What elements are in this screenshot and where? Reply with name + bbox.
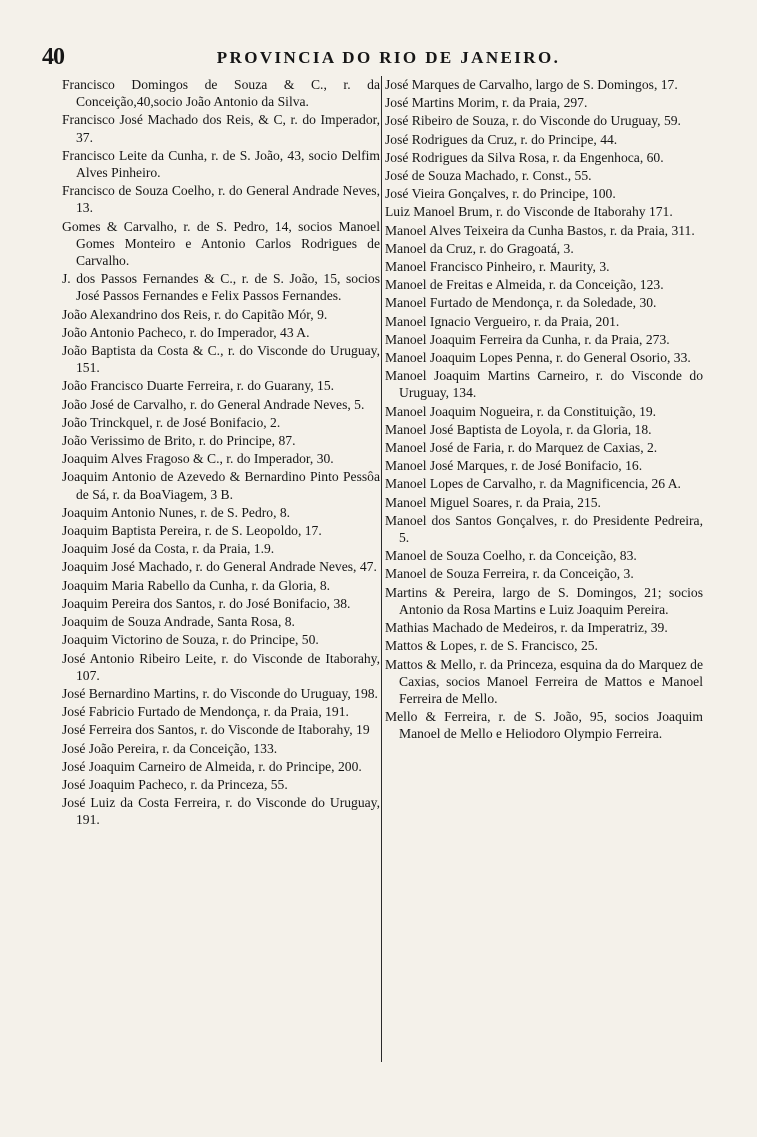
directory-entry: José Bernardino Martins, r. do Visconde do Uruguay, 198. [62, 685, 378, 701]
directory-entry: Joaquim Pereira dos Santos, r. do José Bonifacio, 38. [62, 595, 351, 611]
directory-entry: Manoel de Souza Coelho, r. da Conceição, 83. [385, 548, 637, 564]
directory-entry: J. dos Passos Fernandes & C., r. de S. João, 15, socios José Passos Fernandes e Felix Passos Fernandes. [62, 271, 380, 304]
directory-entry: Francisco Domingos de Souza & C., r. da Conceição,40,socio João Antonio da Silva. [62, 77, 380, 110]
directory-entry: Manoel Joaquim Ferreira da Cunha, r. da Praia, 273. [385, 331, 670, 347]
directory-entry: Joaquim Antonio Nunes, r. de S. Pedro, 8. [62, 504, 291, 520]
directory-entry: José Marques de Carvalho, largo de S. Domingos, 17. [385, 77, 678, 92]
directory-entry: Joaquim de Souza Andrade, Santa Rosa, 8. [62, 614, 295, 630]
directory-entry: José de Souza Machado, r. Const., 55. [385, 168, 592, 184]
directory-entry: Mathias Machado de Medeiros, r. da Imperatriz, 39. [385, 620, 668, 636]
directory-entry: Martins & Pereira, largo de S. Domingos, 21; socios Antonio da Rosa Martins e Luiz Joaquim Pereira. [385, 584, 703, 617]
directory-entry: João José de Carvalho, r. do General Andrade Neves, 5. [62, 396, 365, 412]
directory-entry: João Francisco Duarte Ferreira, r. do Guarany, 15. [62, 378, 335, 394]
directory-entry: João Antonio Pacheco, r. do Imperador, 43 A. [62, 324, 310, 340]
directory-entry: Manoel Joaquim Lopes Penna, r. do General Osorio, 33. [385, 350, 691, 366]
directory-entry: Manoel Furtado de Mendonça, r. da Soledade, 30. [385, 295, 657, 311]
page-title: PROVINCIA DO RIO DE JANEIRO. [216, 48, 561, 67]
directory-entry: Joaquim Alves Fragoso & C., r. do Imperador, 30. [62, 451, 334, 467]
directory-entry: Joaquim Baptista Pereira, r. de S. Leopoldo, 17. [62, 523, 322, 539]
directory-entry: Joaquim Antonio de Azevedo & Bernardino Pinto Pessôa de Sá, r. da BoaViagem, 3 B. [62, 469, 380, 502]
directory-entry: Joaquim Maria Rabello da Cunha, r. da Gloria, 8. [62, 577, 331, 593]
directory-entry: Manoel Miguel Soares, r. da Praia, 215. [385, 494, 601, 510]
directory-entry: Manoel José Marques, r. de José Bonifacio, 16. [385, 458, 643, 474]
directory-entry: João Verissimo de Brito, r. do Principe, 87. [62, 433, 296, 449]
directory-entry: José Luiz da Costa Ferreira, r. do Visconde do Uruguay, 191. [62, 795, 380, 828]
directory-entry: Manoel Joaquim Martins Carneiro, r. do Visconde do Uruguay, 134. [385, 368, 703, 401]
directory-entry: José João Pereira, r. da Conceição, 133. [62, 740, 278, 756]
directory-entry: José Vieira Gonçalves, r. do Principe, 100. [385, 186, 616, 202]
directory-entry: Manoel Joaquim Nogueira, r. da Constituição, 19. [385, 403, 657, 419]
directory-entry: Gomes & Carvalho, r. de S. Pedro, 14, socios Manoel Gomes Monteiro e Antonio Carlos Rodrigues de Carvalho. [62, 218, 380, 269]
directory-entry: João Trinckquel, r. de José Bonifacio, 2. [62, 414, 281, 430]
directory-entry: José Rodrigues da Silva Rosa, r. da Engenhoca, 60. [385, 149, 664, 165]
directory-entry: Joaquim José da Costa, r. da Praia, 1.9. [62, 541, 275, 557]
directory-entry: Francisco Leite da Cunha, r. de S. João, 43, socio Delfim Alves Pinheiro. [62, 147, 380, 181]
directory-entry: Joaquim Victorino de Souza, r. do Principe, 50. [62, 632, 319, 648]
directory-entry: Mello & Ferreira, r. de S. João, 95, socios Joaquim Manoel de Mello e Heliodoro Olympio Ferreira. [385, 709, 703, 742]
directory-entry: José Rodrigues da Cruz, r. do Principe, 44. [385, 131, 618, 147]
directory-entry: José Ferreira dos Santos, r. do Visconde de Itaborahy, 19 [62, 722, 370, 738]
page-number: 40 [42, 44, 64, 70]
directory-entry: João Alexandrino dos Reis, r. do Capitão Mór, 9. [62, 306, 328, 322]
directory-entry: Manoel Ignacio Vergueiro, r. da Praia, 201. [385, 313, 620, 329]
left-column [62, 76, 380, 830]
directory-entry: José Joaquim Pacheco, r. da Princeza, 55. [62, 776, 288, 792]
directory-entry: Manoel José Baptista de Loyola, r. da Gloria, 18. [385, 421, 652, 437]
directory-entry: Manoel dos Santos Gonçalves, r. do Presidente Pedreira, 5. [385, 512, 703, 546]
directory-entry: José Fabricio Furtado de Mendonça, r. da Praia, 191. [62, 704, 349, 720]
directory-entry: Joaquim José Machado, r. do General Andrade Neves, 47. [62, 559, 377, 575]
directory-entry: Francisco José Machado dos Reis, & C, r. do Imperador, 37. [62, 112, 380, 145]
directory-entry: Manoel Francisco Pinheiro, r. Maurity, 3. [385, 259, 610, 275]
directory-entry: Francisco de Souza Coelho, r. do General Andrade Neves, 13. [62, 183, 380, 216]
directory-entry: Mattos & Mello, r. da Princeza, esquina da do Marquez de Caxias, socios Manoel Ferreira de Mattos e Manoel Ferreira de Mello. [385, 656, 703, 706]
directory-entry: Manoel da Cruz, r. do Gragoatá, 3. [385, 240, 574, 256]
directory-entry: Manoel Lopes de Carvalho, r. da Magnificencia, 26 A. [385, 476, 681, 492]
right-column [385, 76, 703, 744]
directory-entry: Manoel de Freitas e Almeida, r. da Conceição, 123. [385, 277, 664, 293]
directory-entry: Manoel de Souza Ferreira, r. da Conceição, 3. [385, 566, 634, 582]
column-divider [381, 76, 382, 1062]
directory-entry: João Baptista da Costa & C., r. do Visconde do Uruguay, 151. [62, 343, 380, 376]
directory-entry: Mattos & Lopes, r. de S. Francisco, 25. [385, 638, 598, 654]
directory-entry: Manoel Alves Teixeira da Cunha Bastos, r. da Praia, 311. [385, 222, 695, 238]
directory-entry: Manoel José de Faria, r. do Marquez de Caxias, 2. [385, 440, 658, 456]
directory-entry: José Antonio Ribeiro Leite, r. do Visconde de Itaborahy, 107. [62, 650, 380, 683]
directory-entry: José Joaquim Carneiro de Almeida, r. do Principe, 200. [62, 758, 362, 774]
directory-entry: José Martins Morim, r. da Praia, 297. [385, 95, 588, 111]
directory-entry: Luiz Manoel Brum, r. do Visconde de Itaborahy 171. [385, 204, 673, 220]
directory-entry: José Ribeiro de Souza, r. do Visconde do Uruguay, 59. [385, 113, 681, 129]
